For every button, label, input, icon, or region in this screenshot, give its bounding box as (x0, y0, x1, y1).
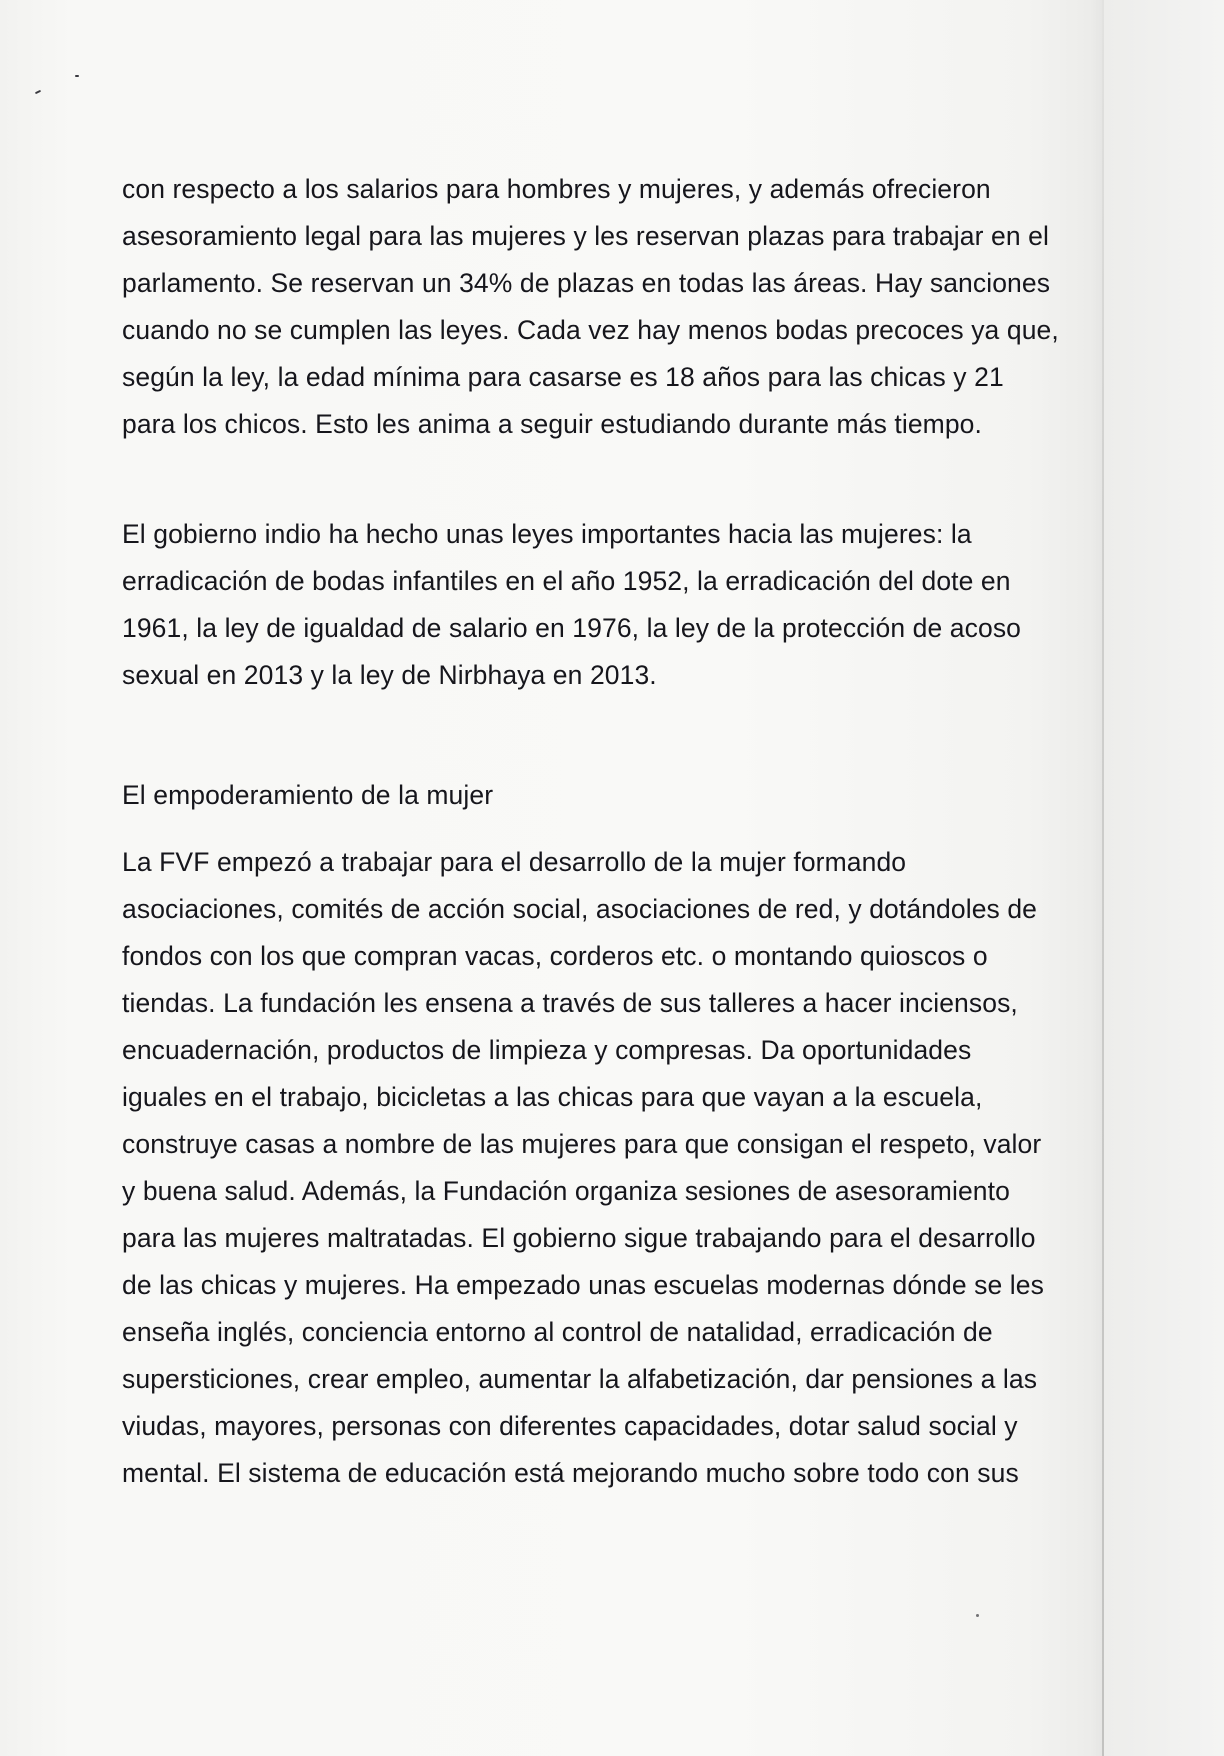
paragraph-laws: El gobierno indio ha hecho unas leyes importantes hacia las mujeres: la erradicación de bodas infantiles en el año 1952, la erradicación del dote en 1961, la ley de igualdad de salario en 1976, la ley de la protección de acoso sexual en 2013 y la ley de Nirbhaya en 2013. (122, 518, 1022, 690)
paragraph-empowerment: La FVF empezó a trabajar para el desarrollo de la mujer formando asociaciones, comités de acción social, asociaciones de red, y dotándoles de fondos con los que compran vacas, corderos etc. o montando quioscos o tiendas. La fundación les ensena a través de sus talleres a hacer inciensos, encuadernación, productos de limpieza y compresas. Da oportunidades iguales en el trabajo, bicicletas a las chicas para que vayan a la escuela, construye casas a nombre de las mujeres para que consigan el respeto, valor y buena salud. Además, la Fundación organiza sesiones de asesoramiento para las mujeres maltratadas. El gobierno sigue trabajando para el desarrollo de las chicas y mujeres. Ha empezado unas escuelas modernas dónde se les enseña inglés, conciencia entorno al control de natalidad, erradicación de supersticiones, crear empleo, aumentar la alfabetización, dar pensiones a las viudas, mayores, personas con diferentes capacidades, dotar salud social y mental. El sistema de educación está mejorando mucho sobre todo con sus (122, 846, 1044, 1488)
scan-speck (976, 1614, 979, 1617)
section-heading: El empoderamiento de la mujer (122, 779, 494, 810)
paragraph-salaries: con respecto a los salarios para hombres y mujeres, y además ofrecieron asesoramiento legal para las mujeres y les reservan plazas para trabajar en el parlamento. Se reservan un 34% de plazas en todas las áreas. Hay sanciones cuando no se cumplen las leyes. Cada vez hay menos bodas precoces ya que, según la ley, la edad mínima para casarse es 18 años para las chicas y 21 para los chicos. Esto les anima a seguir estudiando durante más tiempo. (122, 173, 1059, 439)
page-edge-line (1102, 0, 1104, 1756)
scan-speck (35, 90, 41, 94)
scan-speck (75, 75, 79, 77)
